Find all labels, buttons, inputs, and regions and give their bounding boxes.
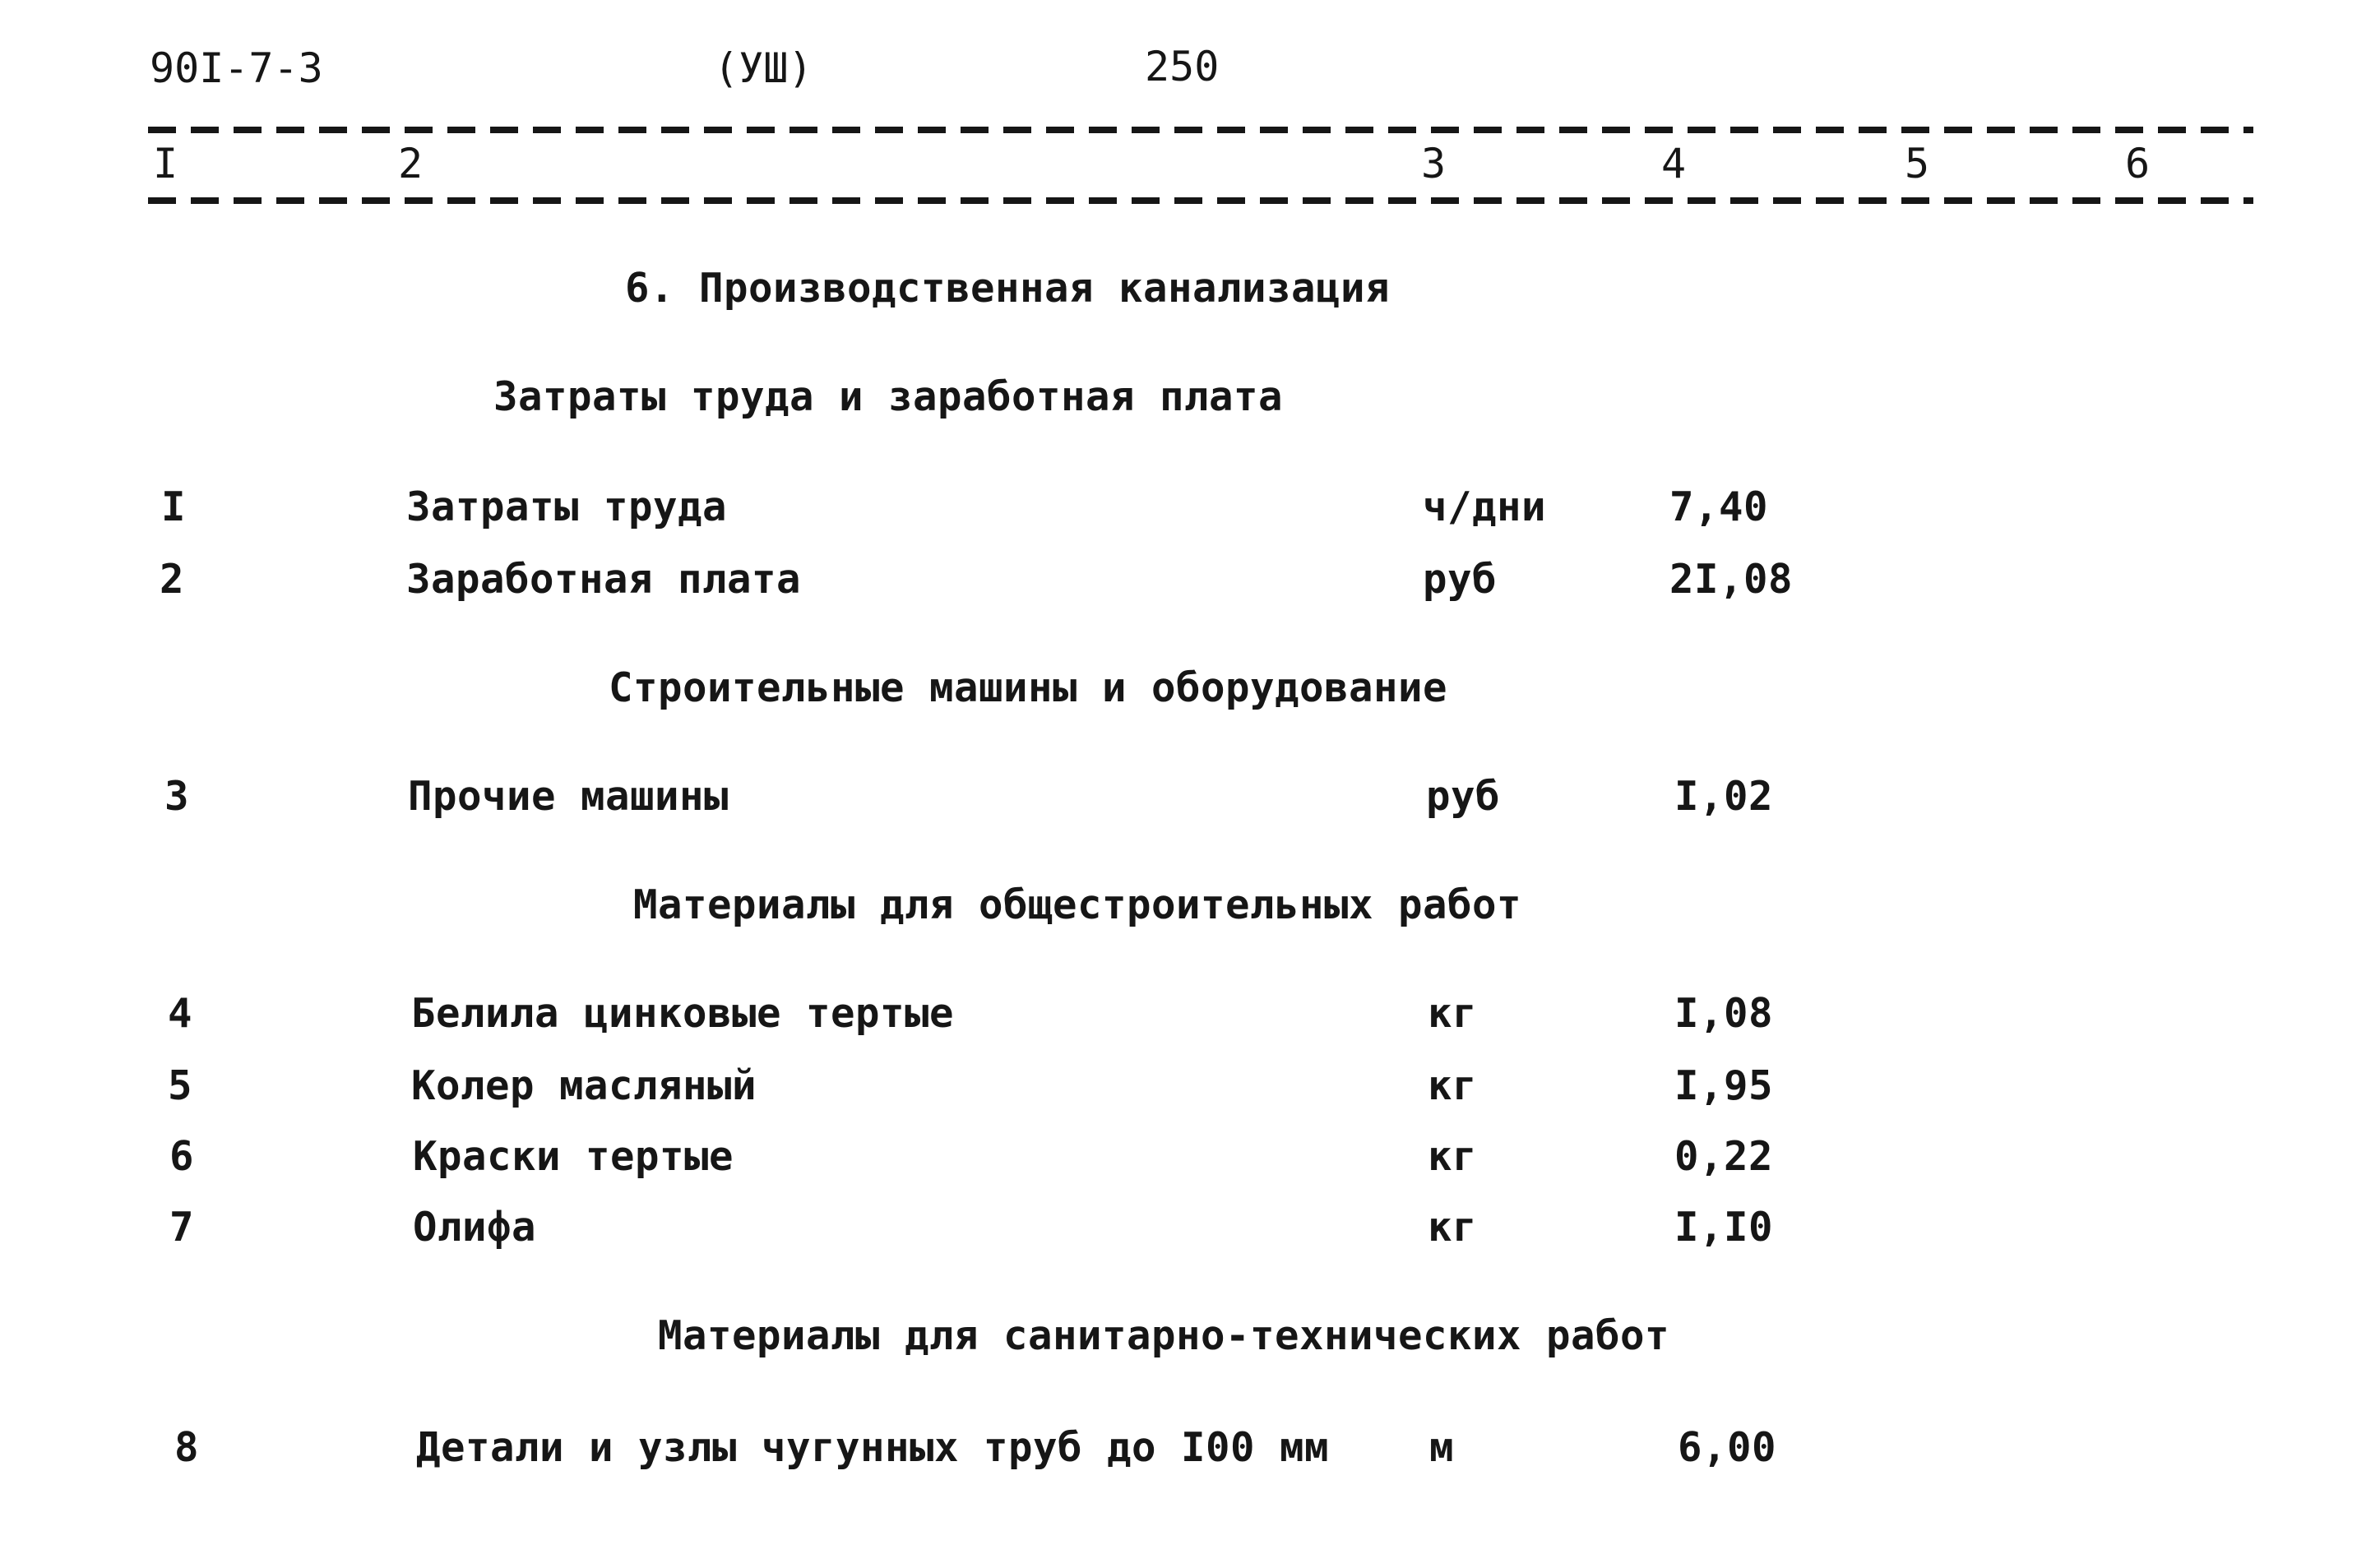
group-title: Строительные машины и оборудование (609, 664, 1448, 711)
group-title: Материалы для санитарно-технических работ (658, 1312, 1670, 1359)
row-name: Затраты труда (406, 483, 728, 530)
document-series: (УШ) (714, 44, 813, 92)
section-title: 6. Производственная канализация (625, 265, 1391, 312)
group-title: Материалы для общестроительных работ (633, 881, 1522, 928)
row-name: Белила цинковые тертые (411, 990, 955, 1037)
row-unit: руб (1423, 556, 1498, 603)
row-unit: м (1429, 1424, 1455, 1471)
row-value: 6,00 (1678, 1424, 1777, 1471)
row-name: Колер масляный (411, 1062, 757, 1109)
row-value: 0,22 (1674, 1133, 1774, 1180)
top-dashed-rule (148, 127, 2253, 133)
column-header-1: I (153, 140, 178, 187)
row-unit: кг (1428, 1062, 1478, 1109)
row-name: Заработная плата (406, 556, 802, 603)
column-header-4: 4 (1661, 140, 1687, 187)
row-name: Прочие машины (408, 773, 729, 820)
row-name: Краски тертые (413, 1133, 734, 1180)
bottom-dashed-rule (148, 197, 2253, 204)
row-number: 7 (169, 1204, 195, 1251)
row-value: 2I,08 (1669, 556, 1794, 603)
document-code: 90I-7-3 (150, 44, 323, 92)
page-number: 250 (1145, 43, 1220, 90)
column-header-2: 2 (398, 140, 424, 187)
row-unit: кг (1428, 990, 1478, 1037)
row-unit: кг (1428, 1204, 1478, 1251)
row-number: I (161, 483, 187, 530)
row-value: I,08 (1674, 990, 1774, 1037)
row-number: 5 (168, 1062, 193, 1109)
row-number: 4 (168, 990, 193, 1037)
row-value: I,02 (1674, 773, 1774, 820)
column-header-3: 3 (1421, 140, 1447, 187)
row-unit: ч/дни (1423, 483, 1547, 530)
group-title: Затраты труда и заработная плата (493, 373, 1284, 420)
row-number: 3 (164, 773, 190, 820)
column-header-6: 6 (2125, 140, 2151, 187)
row-value: 7,40 (1669, 483, 1769, 530)
row-number: 2 (160, 556, 185, 603)
row-value: I,95 (1674, 1062, 1774, 1109)
column-header-5: 5 (1905, 140, 1930, 187)
row-number: 8 (174, 1424, 200, 1471)
row-value: I,I0 (1674, 1204, 1774, 1251)
row-name: Олифа (413, 1204, 537, 1251)
row-name: Детали и узлы чугунных труб до I00 мм (416, 1424, 1330, 1471)
row-unit: руб (1426, 773, 1501, 820)
row-unit: кг (1428, 1133, 1478, 1180)
row-number: 6 (169, 1133, 195, 1180)
